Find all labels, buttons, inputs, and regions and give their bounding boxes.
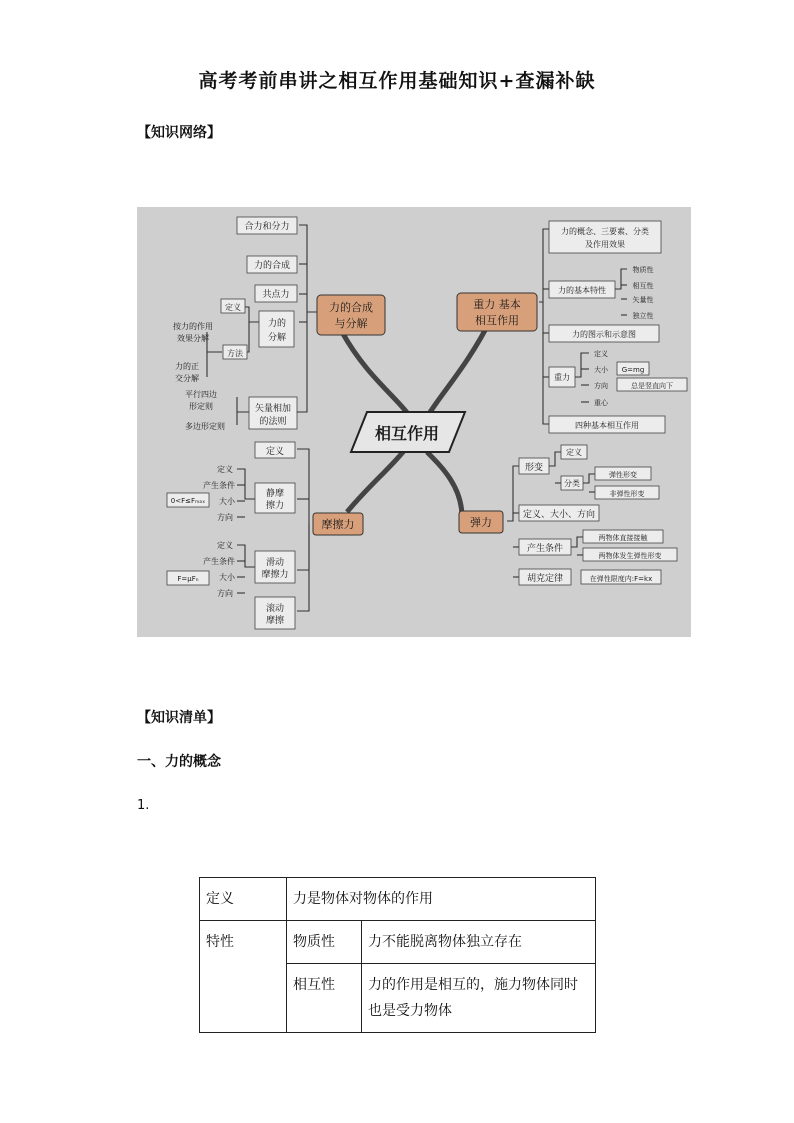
lt-shiliang-1: 矢量相加 bbox=[254, 404, 292, 414]
hub-force-composition-line2: 与分解 bbox=[334, 317, 368, 330]
table-cell-label: 特性 bbox=[200, 921, 287, 1033]
rb-feitanxing: 非弹性形变 bbox=[609, 490, 645, 498]
hub-force-composition bbox=[317, 295, 385, 335]
lt-pingxing-1: 平行四边 bbox=[185, 390, 217, 399]
table-cell-sublabel: 相互性 bbox=[287, 964, 362, 1033]
mind-map-svg bbox=[137, 207, 691, 637]
hub-elastic bbox=[459, 511, 503, 533]
rt-duli: 独立性 bbox=[632, 312, 654, 320]
rt-dingyi: 定义 bbox=[594, 350, 608, 358]
list-item-number: 1. bbox=[137, 798, 150, 813]
lt-heli: 合力和分力 bbox=[244, 222, 290, 232]
rt-sizhong: 四种基本相互作用 bbox=[575, 421, 639, 430]
lt-zhengjiao-1: 力的正 bbox=[175, 362, 199, 371]
lt-fenjie-1: 力的 bbox=[267, 319, 287, 329]
lb-fangxiang: 方向 bbox=[217, 513, 233, 522]
mind-map-center bbox=[351, 412, 465, 452]
hub-friction bbox=[313, 513, 363, 535]
hub-elastic-label: 弹力 bbox=[470, 516, 492, 529]
table-row bbox=[200, 878, 596, 921]
rt-zhongxin: 重心 bbox=[594, 399, 608, 407]
rt-shiliang: 矢量性 bbox=[632, 296, 654, 304]
rb-fasheng: 两物体发生弹性形变 bbox=[598, 552, 662, 560]
lb-jingmo-1: 静摩 bbox=[265, 489, 285, 499]
section-heading-network: 【知识网络】 bbox=[137, 125, 221, 141]
lb-chansheng2: 产生条件 bbox=[203, 557, 235, 566]
hub-gravity-line2: 相互作用 bbox=[475, 314, 519, 327]
rt-daxiao: 大小 bbox=[594, 366, 608, 374]
rt-zhongli: 重力 bbox=[554, 373, 570, 382]
lt-pingxing-2: 形定则 bbox=[189, 402, 213, 411]
table-cell-label: 定义 bbox=[200, 878, 287, 921]
lt-anxiaoguo-1: 按力的作用 bbox=[173, 322, 213, 331]
hub-force-composition-line1: 力的合成 bbox=[329, 301, 373, 314]
mind-map-center-label: 相互作用 bbox=[374, 424, 440, 443]
rt-gainian-2: 及作用效果 bbox=[585, 240, 625, 249]
hub-gravity-line1: 重力 基本 bbox=[473, 298, 521, 311]
table-row bbox=[200, 921, 596, 964]
rt-fangxiang: 方向 bbox=[594, 382, 608, 390]
lb-slide-formula: F=μFₙ bbox=[177, 575, 199, 583]
rt-tushi: 力的图示和示意图 bbox=[572, 330, 636, 339]
hub-gravity bbox=[457, 293, 537, 331]
rt-gmg: G=mg bbox=[621, 366, 645, 374]
rt-wuzhi: 物质性 bbox=[632, 266, 654, 274]
rt-boxes bbox=[549, 221, 687, 433]
table-cell-sublabel: 物质性 bbox=[287, 921, 362, 964]
force-definition-table bbox=[199, 877, 596, 1033]
lt-fangfa: 方法 bbox=[227, 349, 243, 358]
lb-huadong-2: 摩擦力 bbox=[261, 570, 289, 580]
lb-daxiao2: 大小 bbox=[219, 573, 235, 582]
rb-hukeform: 在弹性限度内:F=kx bbox=[589, 575, 653, 583]
lb-dingyi2: 定义 bbox=[217, 541, 233, 550]
lt-anxiaoguo-2: 效果分解 bbox=[177, 334, 209, 343]
lt-dingyi: 定义 bbox=[225, 303, 241, 312]
rb-ddf: 定义、大小、方向 bbox=[522, 510, 596, 520]
rb-dingyi: 定义 bbox=[566, 448, 582, 457]
page-title: 高考考前串讲之相互作用基础知识+查漏补缺 bbox=[198, 70, 596, 92]
rt-texing: 力的基本特性 bbox=[558, 286, 606, 295]
rb-huke: 胡克定律 bbox=[526, 574, 564, 584]
rb-jiechu: 两物体直接接触 bbox=[598, 534, 648, 542]
lb-dingyi: 定义 bbox=[265, 447, 285, 457]
rb-xingbian: 形变 bbox=[524, 463, 544, 473]
hub-friction-label: 摩擦力 bbox=[321, 518, 355, 531]
lt-duobian: 多边形定则 bbox=[185, 422, 225, 431]
rb-fenlei: 分类 bbox=[564, 479, 580, 488]
section-heading-list: 【知识清单】 bbox=[137, 710, 221, 726]
heading-force-concept: 一、力的概念 bbox=[137, 754, 221, 770]
lb-gundong-2: 摩擦 bbox=[265, 616, 285, 626]
table-cell-value: 力的作用是相互的，施力物体同时也是受力物体 bbox=[362, 964, 596, 1033]
lb-chansheng: 产生条件 bbox=[203, 481, 235, 490]
lt-shiliang-2: 的法则 bbox=[259, 417, 287, 427]
rt-shuzhi: 总是竖直向下 bbox=[631, 382, 673, 390]
lt-fenjie-2: 分解 bbox=[267, 333, 287, 343]
lb-gundong-1: 滚动 bbox=[265, 604, 285, 614]
lt-gongdian: 共点力 bbox=[262, 290, 290, 300]
rb-chansheng: 产生条件 bbox=[526, 544, 564, 554]
rb-tanxing: 弹性形变 bbox=[609, 471, 637, 479]
table-cell-value: 力是物体对物体的作用 bbox=[287, 878, 596, 921]
lb-huadong-1: 滑动 bbox=[265, 558, 285, 568]
lb-daxiao: 大小 bbox=[219, 497, 235, 506]
lt-hecheng: 力的合成 bbox=[253, 261, 291, 271]
lb-fangxiang2: 方向 bbox=[217, 589, 233, 598]
rt-gainian-1: 力的概念、三要素、分类 bbox=[561, 227, 649, 236]
rt-xianghu: 相互性 bbox=[632, 282, 654, 290]
lb-static-formula: 0<F≤Fₘₐₓ bbox=[170, 497, 206, 505]
lb-dingyi-static: 定义 bbox=[217, 465, 233, 474]
table-cell-value: 力不能脱离物体独立存在 bbox=[362, 921, 596, 964]
lb-jingmo-2: 擦力 bbox=[265, 501, 285, 511]
lt-zhengjiao-2: 交分解 bbox=[175, 374, 199, 383]
mind-map-figure bbox=[137, 207, 691, 637]
